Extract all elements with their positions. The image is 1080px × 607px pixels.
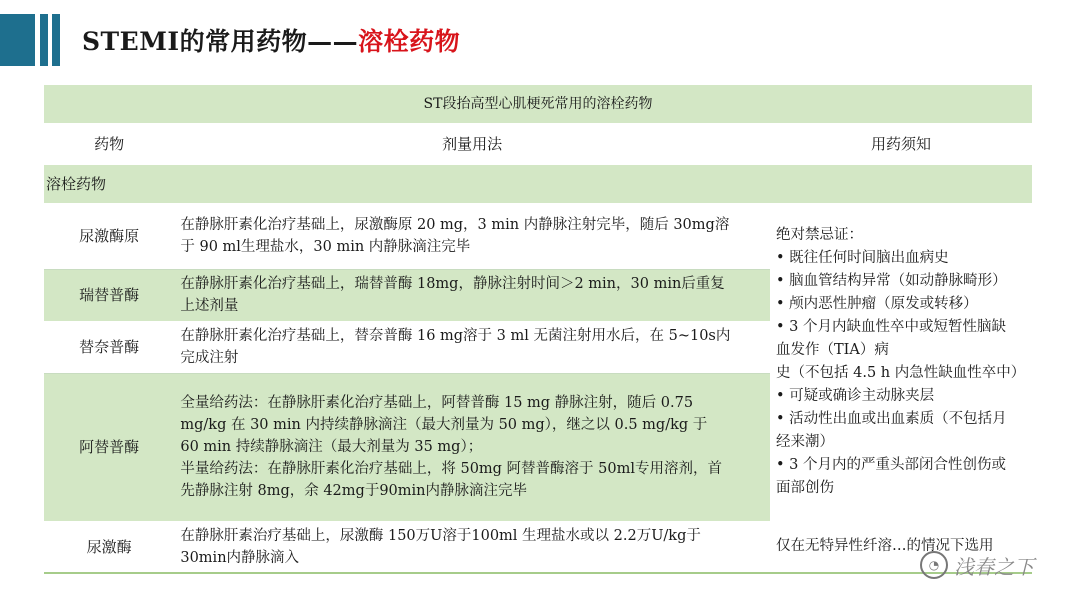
- column-header-dosage: 剂量用法: [442, 135, 503, 153]
- note-line: 血发作（TIA）病: [776, 342, 889, 358]
- dosage-line: 全量给药法：在静脉肝素化治疗基础上，阿替普酶 15 mg 静脉注射，随后 0.75: [180, 395, 694, 412]
- section-label: 溶栓药物: [44, 165, 1032, 203]
- title-highlight: 溶栓药物: [358, 27, 461, 56]
- column-header-notes: 用药须知: [870, 135, 931, 153]
- note-line: • 既往任何时间脑出血病史: [776, 250, 949, 266]
- note-line: • 脑血管结构异常（如动静脉畸形）: [776, 273, 1007, 289]
- table-caption: ST段抬高型心肌梗死常用的溶栓药物: [44, 85, 1032, 123]
- drug-name: 替奈普酶: [44, 321, 174, 373]
- drug-name: 尿激酶: [44, 521, 174, 573]
- note-line: 绝对禁忌证：: [776, 227, 863, 243]
- note-line: • 活动性出血或出血素质（不包括月: [776, 411, 1007, 427]
- slide-title: [82, 22, 460, 58]
- note-line: • 3 个月内缺血性卒中或短暂性脑缺: [776, 319, 1006, 335]
- contraindications-cell: [770, 203, 1032, 521]
- dosage-cell: [174, 521, 770, 573]
- thrombolytic-drug-table: [44, 85, 1032, 574]
- dosage-cell: [174, 321, 770, 373]
- dosage-line: 在静脉肝素治疗基础上，尿激酶 150万U溶于100ml 生理盐水或以 2.2万U/kg于: [180, 527, 701, 544]
- dosage-line: 30min内静脉滴入: [180, 549, 300, 566]
- note-line: • 颅内恶性肿瘤（原发或转移）: [776, 296, 978, 312]
- drug-name: 阿替普酶: [44, 373, 174, 521]
- dosage-cell: [174, 203, 770, 269]
- dosage-line: 先静脉注射 8mg，余 42mg于90min内静脉滴注完毕: [180, 483, 527, 500]
- note-line: • 3 个月内的严重头部闭合性创伤或: [776, 457, 1006, 473]
- dosage-line: 在静脉肝素化治疗基础上，替奈普酶 16 mg溶于 3 ml 无菌注射用水后，在 5~10s内: [180, 327, 731, 344]
- dosage-line: 在静脉肝素化治疗基础上，瑞替普酶 18mg，静脉注射时间＞2 min，30 min后重复: [180, 276, 725, 293]
- title-accent-bars: [0, 14, 70, 66]
- dosage-line: mg/kg 在 30 min 内持续静脉滴注（最大剂量为 50 mg），继之以 0.5 mg/kg 于: [180, 417, 708, 434]
- note-line: 面部创伤: [776, 480, 834, 496]
- drug-name: 瑞替普酶: [44, 269, 174, 321]
- dosage-line: 上述剂量: [180, 298, 239, 315]
- dosage-line: 半量给药法：在静脉肝素化治疗基础上，将 50mg 阿替普酶溶于 50ml专用溶剂，首: [180, 461, 723, 478]
- dosage-cell: [174, 269, 770, 321]
- watermark-text: 浅春之下: [954, 554, 1034, 579]
- note-line: 经来潮）: [776, 434, 834, 450]
- wechat-icon: ◔: [920, 551, 948, 579]
- dosage-line: 于 90 ml生理盐水，30 min 内静脉滴注完毕: [180, 238, 471, 255]
- usage-note: 仅在无特异性纤溶…的情况下选用: [770, 521, 1032, 573]
- dosage-line: 60 min 持续静脉滴注（最大剂量为 35 mg）；: [180, 439, 483, 456]
- note-line: 史（不包括 4.5 h 内急性缺血性卒中）: [776, 365, 1026, 381]
- watermark-logo: [920, 548, 1040, 582]
- dosage-line: 在静脉肝素化治疗基础上，尿激酶原 20 mg，3 min 内静脉注射完毕，随后 30mg溶: [180, 216, 730, 233]
- title-main: STEMI的常用药物——: [82, 27, 359, 56]
- dosage-line: 完成注射: [180, 349, 239, 366]
- column-header-drug: 药物: [94, 135, 125, 153]
- dosage-cell: [174, 373, 770, 521]
- drug-name: 尿激酶原: [44, 203, 174, 269]
- note-line: • 可疑或确诊主动脉夹层: [776, 388, 935, 404]
